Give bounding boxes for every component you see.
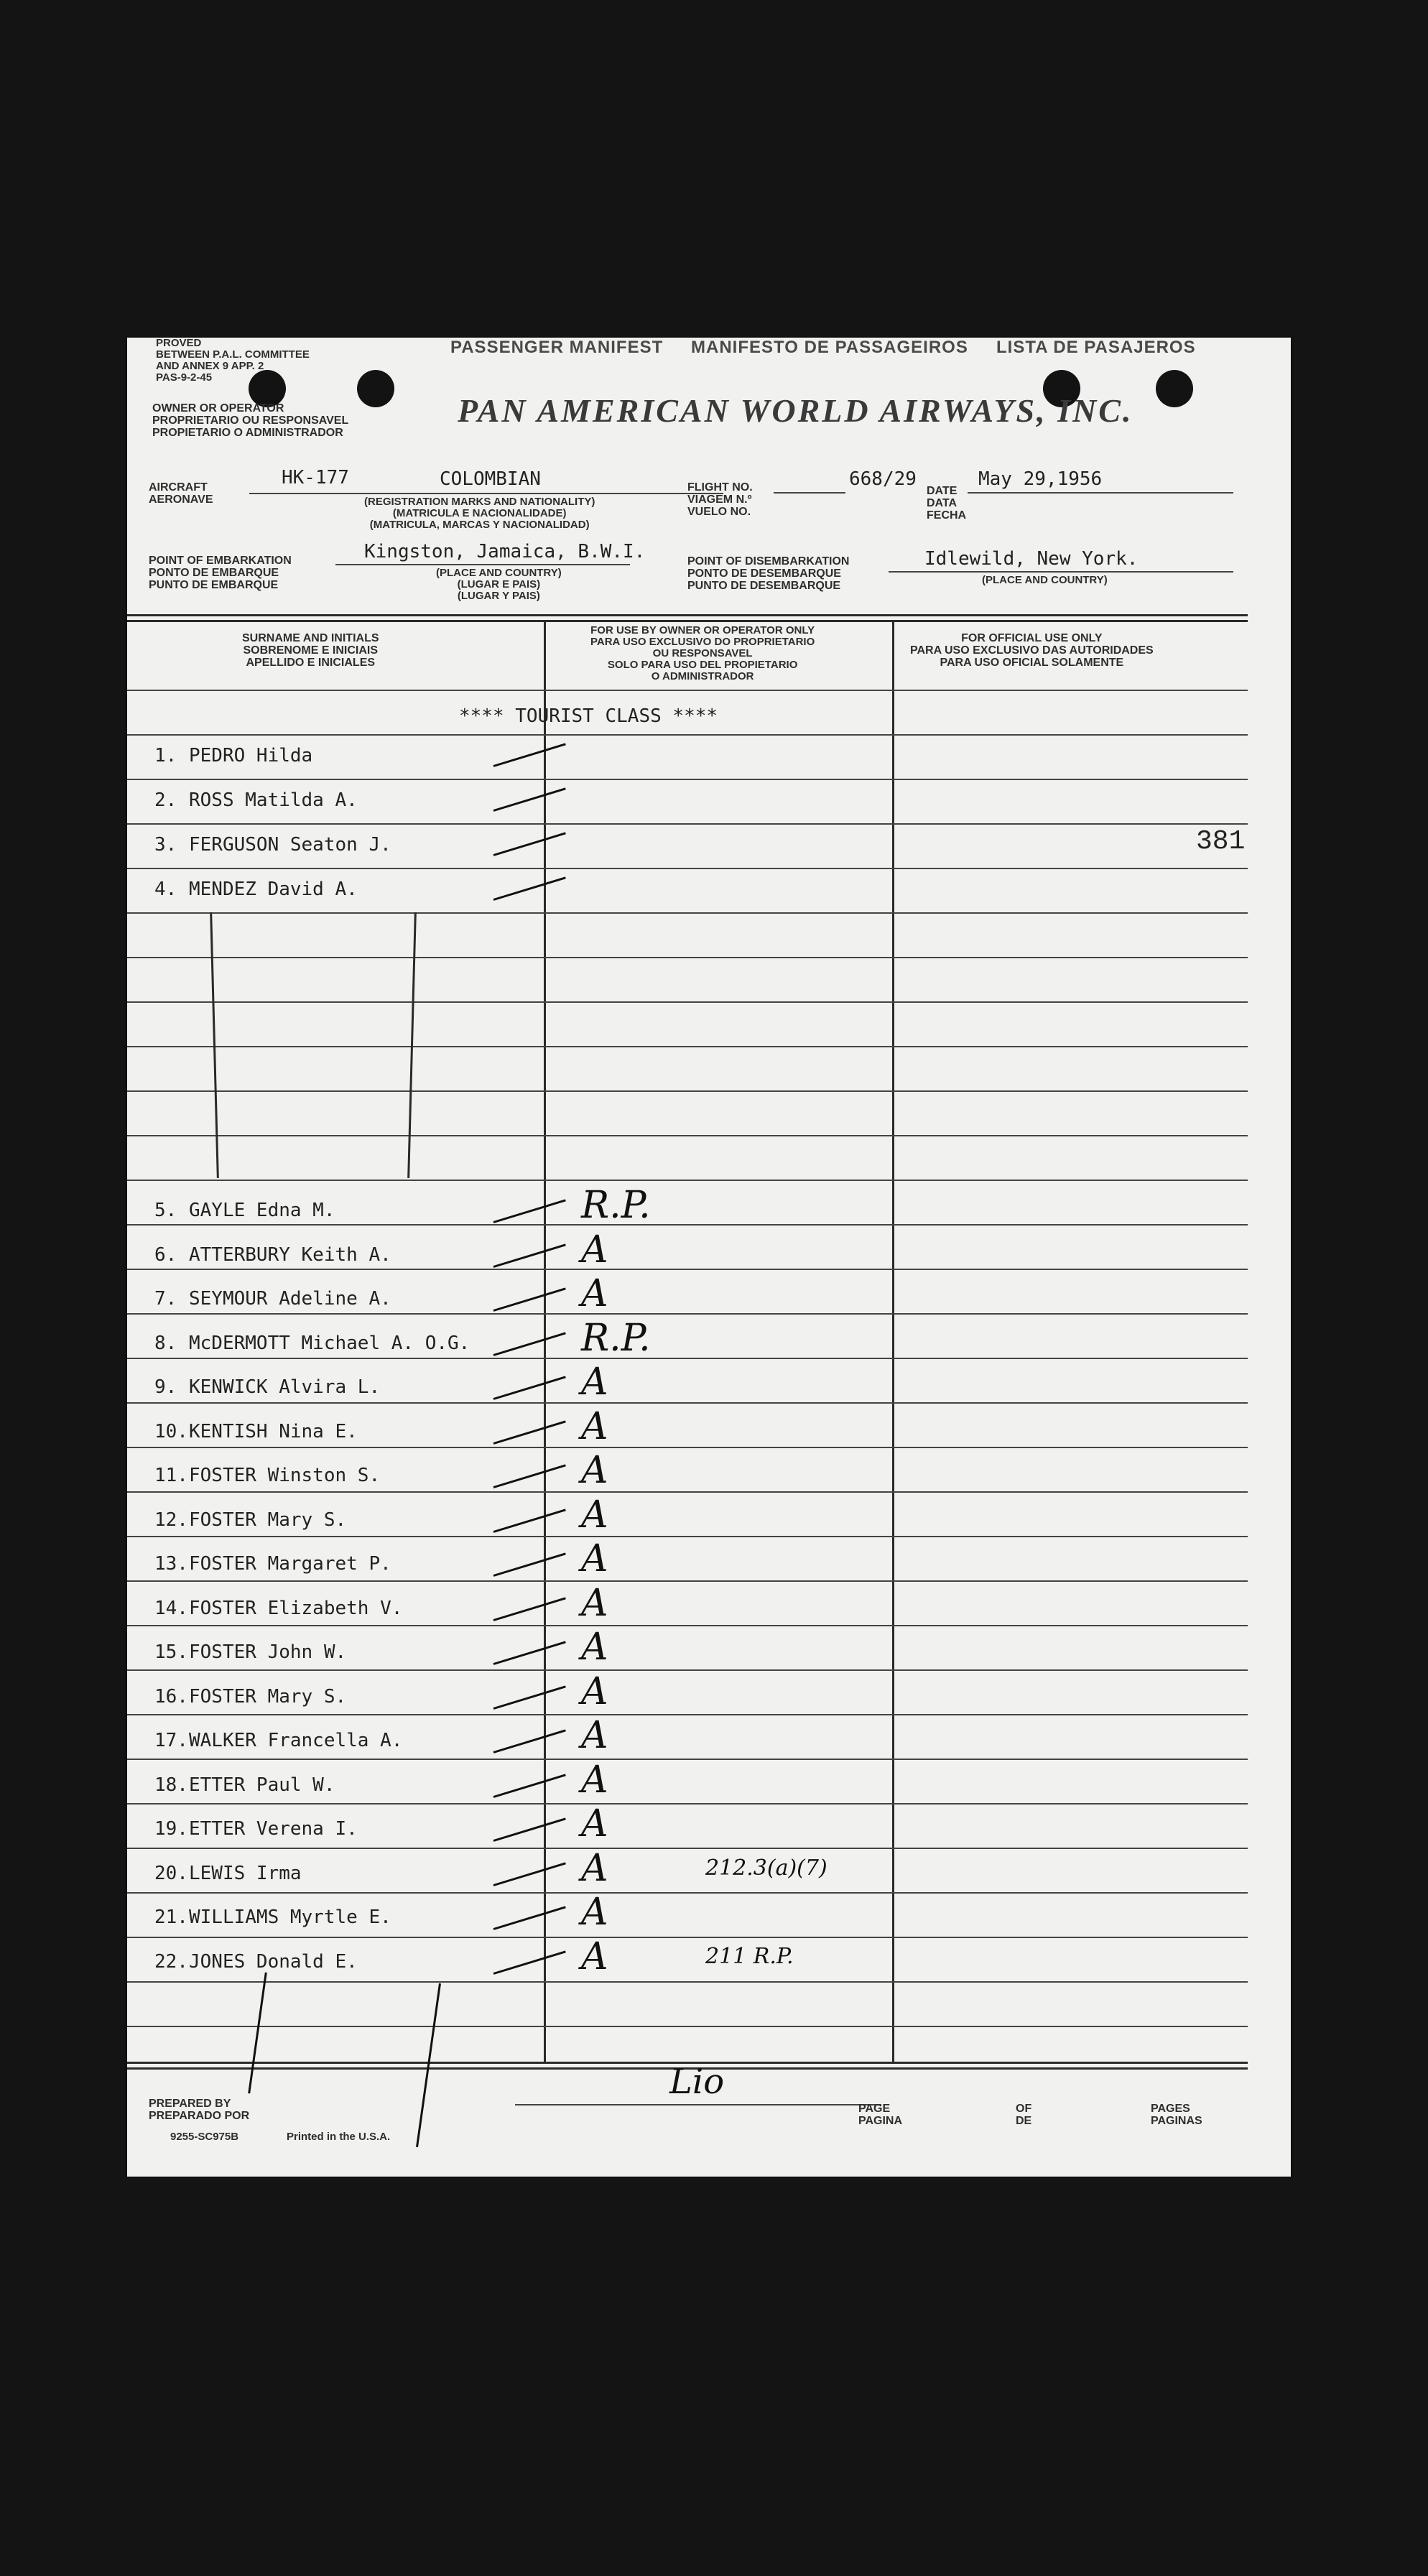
check-stroke: [493, 1597, 566, 1621]
check-stroke: [493, 1774, 566, 1798]
margin-note: 381: [1196, 826, 1246, 857]
passenger-number: 7.: [154, 1288, 177, 1310]
ruled-line: [127, 1759, 1248, 1760]
passenger-number: 1.: [154, 745, 177, 766]
check-stroke: [493, 1287, 566, 1312]
ruled-line: [127, 823, 1248, 825]
passenger-row: [127, 1846, 1248, 1891]
passenger-name: GAYLE Edna M.: [189, 1200, 335, 1221]
date-label: DATE DATA FECHA: [927, 485, 967, 522]
check-stroke: [493, 1332, 566, 1356]
passenger-row: [127, 1758, 1248, 1803]
passenger-row: [127, 1316, 1248, 1361]
passenger-row: [127, 1891, 1248, 1935]
title-lista: LISTA DE PASAJEROS: [996, 338, 1196, 357]
page-label: PAGE PAGINA: [858, 2103, 903, 2127]
passenger-number: 3.: [154, 834, 177, 856]
passenger-row: [127, 879, 1248, 907]
ruled-line: [127, 690, 1248, 691]
status-mark: A: [581, 1626, 608, 1669]
passenger-name: ROSS Matilda A.: [189, 789, 358, 811]
passenger-name: ETTER Verena I.: [189, 1818, 358, 1840]
ruled-line: [127, 912, 1248, 914]
ruled-line: [127, 1892, 1248, 1894]
embark-place-caption: (PLACE AND COUNTRY) (LUGAR E PAIS) (LUGAR Y PAIS): [436, 567, 562, 602]
passenger-name: JONES Donald E.: [189, 1950, 358, 1973]
ruled-line: [127, 2026, 1248, 2027]
check-stroke: [493, 787, 566, 812]
passenger-number: 20.: [154, 1862, 188, 1884]
check-stroke: [493, 1552, 566, 1577]
check-stroke: [493, 1420, 566, 1445]
form-number: 9255-SC975B: [170, 2131, 239, 2143]
check-stroke: [493, 1464, 566, 1488]
status-mark: A: [581, 1449, 608, 1492]
passenger-name: MENDEZ David A.: [189, 879, 358, 900]
passenger-number: 5.: [154, 1200, 177, 1221]
ruled-line: [127, 1090, 1248, 1092]
passenger-number: 6.: [154, 1243, 177, 1266]
passenger-name: FOSTER Elizabeth V.: [189, 1597, 403, 1619]
passenger-name: ATTERBURY Keith A.: [189, 1243, 391, 1266]
status-mark: A: [581, 1669, 608, 1713]
aircraft-registration: HK-177: [282, 467, 349, 488]
check-stroke: [493, 1906, 566, 1930]
passenger-number: 4.: [154, 879, 177, 900]
column-header-official: FOR OFFICIAL USE ONLY PARA USO EXCLUSIVO DAS AUTORIDADES PARA USO OFICIAL SOLAMENTE: [910, 632, 1154, 669]
embark-label: POINT OF EMBARKATION PONTO DE EMBARQUE PUNTO DE EMBARQUE: [149, 555, 292, 591]
official-note: 212.3(a)(7): [705, 1855, 827, 1881]
passenger-row: [127, 1626, 1248, 1670]
passenger-name: McDERMOTT Michael A. O.G.: [189, 1332, 470, 1354]
passenger-row: [127, 1581, 1248, 1626]
check-stroke: [493, 743, 566, 767]
status-mark: A: [581, 1846, 608, 1890]
passenger-row: [127, 1935, 1248, 1980]
flight-label: FLIGHT NO. VIAGEM N.º VUELO NO.: [687, 481, 753, 518]
punch-hole: [1156, 370, 1193, 407]
passenger-name: FOSTER Winston S.: [189, 1465, 381, 1486]
passenger-row: [127, 1537, 1248, 1582]
passenger-name: WALKER Francella A.: [189, 1730, 403, 1751]
passenger-number: 2.: [154, 789, 177, 811]
passenger-number: 19.: [154, 1818, 188, 1840]
check-stroke: [493, 876, 566, 901]
embark-place: Kingston, Jamaica, B.W.I.: [364, 541, 646, 562]
passenger-number: 14.: [154, 1597, 188, 1619]
check-stroke: [493, 1862, 566, 1886]
passenger-name: FERGUSON Seaton J.: [189, 834, 391, 856]
passenger-row: [127, 1184, 1248, 1228]
title-manifesto: MANIFESTO DE PASSAGEIROS: [691, 338, 968, 357]
check-stroke: [493, 1641, 566, 1665]
check-stroke: [493, 1950, 566, 1975]
signature: Lio: [669, 2062, 725, 2102]
manifest-sheet: [127, 338, 1291, 2177]
passenger-name: FOSTER Margaret P.: [189, 1553, 391, 1575]
passenger-row: [127, 1493, 1248, 1538]
passenger-number: 16.: [154, 1685, 188, 1708]
status-mark: A: [581, 1537, 608, 1580]
column-header-surname: SURNAME AND INITIALS SOBRENOME E INICIAIS APELLIDO E INICIALES: [242, 632, 379, 669]
status-mark: A: [581, 1891, 608, 1934]
status-mark: A: [581, 1493, 608, 1537]
passenger-number: 10.: [154, 1420, 188, 1442]
passenger-name: KENWICK Alvira L.: [189, 1376, 381, 1398]
status-mark: A: [581, 1802, 608, 1845]
status-mark: R.P.: [581, 1316, 651, 1360]
column-header-owner-use: FOR USE BY OWNER OR OPERATOR ONLY PARA USO EXCLUSIVO DO PROPRIETARIO OU RESPONSAVEL SOLO PARA USO DEL PROPIETARIO O ADMINISTRADOR: [590, 624, 815, 682]
check-stroke: [493, 1685, 566, 1710]
status-mark: A: [581, 1758, 608, 1802]
punch-hole: [357, 370, 394, 407]
passenger-row: [127, 745, 1248, 774]
status-mark: A: [581, 1272, 608, 1315]
passenger-row: [127, 1404, 1248, 1450]
passenger-number: 11.: [154, 1465, 188, 1486]
ruled-line: [127, 868, 1248, 869]
passenger-name: PEDRO Hilda: [189, 745, 313, 766]
check-stroke: [493, 1376, 566, 1400]
passenger-row: [127, 1272, 1248, 1317]
prepared-by-label: PREPARED BY PREPARADO POR: [149, 2098, 250, 2122]
passenger-number: 22.: [154, 1950, 188, 1973]
passenger-name: WILLIAMS Myrtle E.: [189, 1906, 391, 1928]
status-mark: A: [581, 1361, 608, 1404]
passenger-name: FOSTER Mary S.: [189, 1509, 347, 1531]
status-mark: A: [581, 1935, 608, 1978]
ruled-line: [127, 1981, 1248, 1983]
passenger-number: 21.: [154, 1906, 188, 1928]
check-stroke: [493, 1243, 566, 1268]
passenger-row: [127, 789, 1248, 818]
status-mark: A: [581, 1228, 608, 1271]
passenger-row: [127, 1714, 1248, 1759]
tourist-class-label: **** TOURIST CLASS ****: [459, 705, 718, 727]
passenger-name: KENTISH Nina E.: [189, 1420, 358, 1442]
passenger-number: 9.: [154, 1376, 177, 1398]
passenger-number: 8.: [154, 1332, 177, 1354]
aircraft-nationality: COLOMBIAN: [440, 468, 541, 490]
passenger-name: FOSTER Mary S.: [189, 1685, 347, 1708]
check-stroke: [493, 1729, 566, 1753]
ruled-line: [127, 1046, 1248, 1047]
disembark-place: Idlewild, New York.: [924, 548, 1139, 570]
flight-date: May 29,1956: [978, 468, 1103, 490]
check-stroke: [493, 1199, 566, 1223]
passenger-name: LEWIS Irma: [189, 1862, 302, 1884]
passenger-row: [127, 1361, 1248, 1405]
passenger-row: [127, 1228, 1248, 1273]
airline-name: PAN AMERICAN WORLD AIRWAYS, INC.: [458, 392, 1133, 429]
passenger-number: 15.: [154, 1641, 188, 1663]
ruled-line: [127, 957, 1248, 958]
status-mark: A: [581, 1581, 608, 1625]
passenger-number: 18.: [154, 1774, 188, 1796]
flight-number: 668/29: [849, 468, 917, 490]
registration-caption: (REGISTRATION MARKS AND NATIONALITY) (MATRICULA E NACIONALIDADE) (MATRICULA, MARCAS Y NACIONALIDAD): [364, 496, 595, 531]
passenger-row: [127, 1669, 1248, 1715]
ruled-line: [127, 1848, 1248, 1849]
aircraft-label: AIRCRAFT AERONAVE: [149, 481, 213, 506]
ruled-line: [127, 1803, 1248, 1804]
status-mark: A: [581, 1714, 608, 1757]
disembark-label: POINT OF DISEMBARKATION PONTO DE DESEMBARQUE PUNTO DE DESEMBARQUE: [687, 555, 850, 592]
passenger-row: [127, 1802, 1248, 1847]
printed-in-usa: Printed in the U.S.A.: [287, 2131, 391, 2143]
pages-label: PAGES PAGINAS: [1151, 2103, 1202, 2127]
check-stroke: [493, 1817, 566, 1842]
passenger-number: 17.: [154, 1730, 188, 1751]
passenger-name: FOSTER John W.: [189, 1641, 347, 1663]
disembark-place-caption: (PLACE AND COUNTRY): [982, 574, 1108, 586]
ruled-line: [127, 1937, 1248, 1938]
ruled-line: [127, 1180, 1248, 1181]
status-mark: A: [581, 1404, 608, 1448]
owner-label: OWNER OR OPERATOR PROPRIETARIO OU RESPONSAVEL PROPIETARIO O ADMINISTRADOR: [152, 402, 349, 439]
passenger-row: [127, 1449, 1248, 1493]
ruled-line: [127, 1001, 1248, 1003]
of-label: OF DE: [1016, 2103, 1032, 2127]
passenger-row: [127, 834, 1248, 863]
passenger-number: 13.: [154, 1553, 188, 1575]
official-note: 211 R.P.: [705, 1943, 794, 1969]
passenger-number: 12.: [154, 1509, 188, 1531]
check-stroke: [493, 832, 566, 856]
passenger-name: SEYMOUR Adeline A.: [189, 1288, 391, 1310]
ruled-line: [127, 1135, 1248, 1136]
title-passenger-manifest: PASSENGER MANIFEST: [450, 338, 664, 357]
passenger-name: ETTER Paul W.: [189, 1774, 335, 1796]
ruled-line: [127, 734, 1248, 736]
ruled-line: [127, 779, 1248, 780]
status-mark: R.P.: [581, 1184, 651, 1227]
check-stroke: [493, 1509, 566, 1533]
approval-block: PROVED BETWEEN P.A.L. COMMITTEE AND ANNEX 9 APP. 2 PAS-9-2-45: [156, 337, 310, 384]
